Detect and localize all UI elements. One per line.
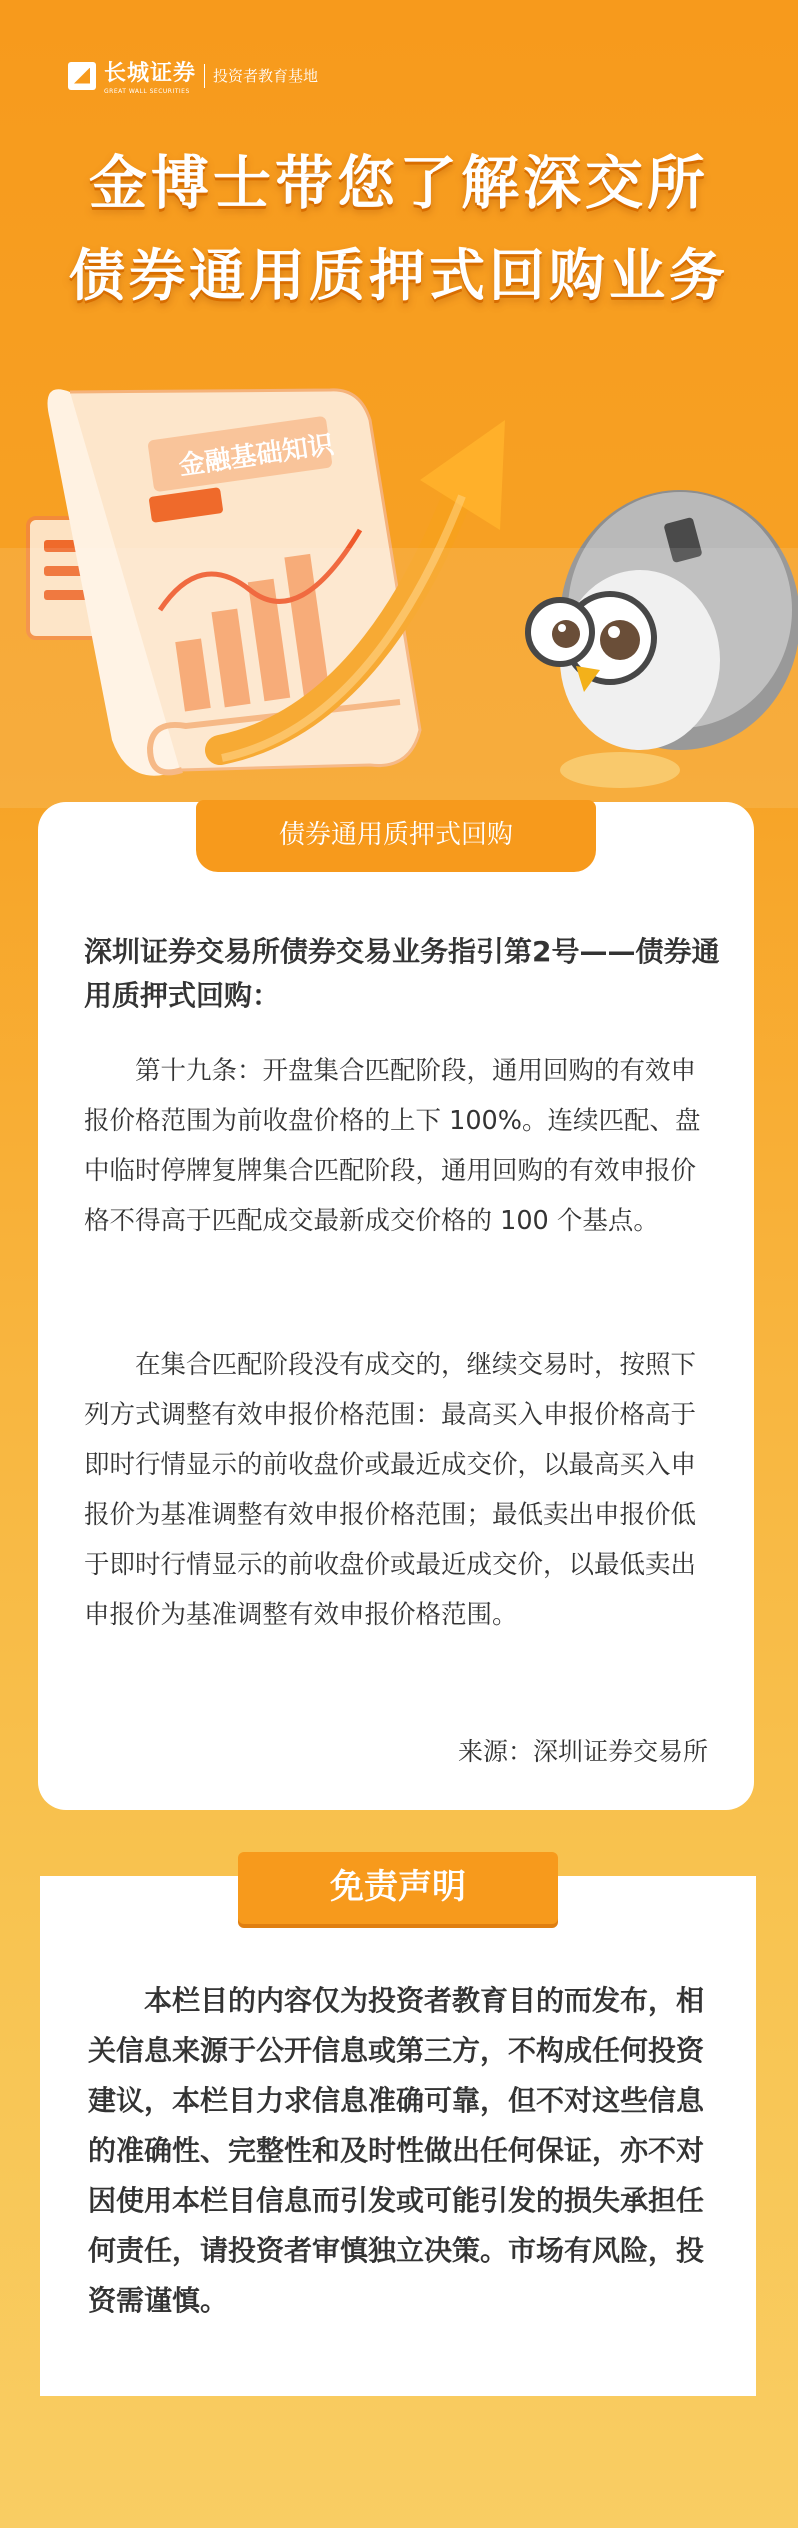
section-tab: 债券通用质押式回购 xyxy=(196,800,596,872)
page-title-line-2: 债券通用质押式回购业务 xyxy=(69,244,729,309)
logo-divider xyxy=(204,64,205,88)
brand-logo xyxy=(68,56,318,95)
content-card xyxy=(38,802,754,1810)
scroll-label: 金融基础知识 xyxy=(177,430,336,482)
brand-name: 长城证券 xyxy=(104,60,197,86)
page-title-line-1: 金博士带您了解深交所 xyxy=(88,149,709,217)
brand-english-name: GREAT WALL SECURITIES xyxy=(104,88,190,95)
hero-illustration xyxy=(0,370,798,820)
rule-title: 深圳证券交易所债券交易业务指引第2号——债券通用质押式回购： xyxy=(84,935,720,1012)
brand-name-block xyxy=(104,56,196,95)
source-note: 来源：深圳证券交易所 xyxy=(457,1737,708,1766)
disclaimer-tab: 免责声明 xyxy=(238,1852,558,1924)
disclaimer-card xyxy=(40,1867,756,2396)
brand-mark-icon xyxy=(68,62,96,90)
disclaimer-text: 本栏目的内容仅为投资者教育目的而发布，相关信息来源于公开信息或第三方，不构成任何投资建议，本栏目力求信息准确可靠，但不对这些信息的准确性、完整性和及时性做出任何保证，亦不对因使用本栏目信息而引发或可能引发的损失承担任何责任，请投资者审慎独立决策。市场有风险，投资需谨慎。 xyxy=(88,1984,705,2317)
hero-background-band xyxy=(0,548,798,808)
brand-tagline: 投资者教育基地 xyxy=(213,67,319,85)
rule-paragraph-1: 第十九条：开盘集合匹配阶段，通用回购的有效申报价格范围为前收盘价格的上下 100%。连续匹配、盘中临时停牌复牌集合匹配阶段，通用回购的有效申报价格不得高于匹配成交最新成交价格的 100 个基点。 xyxy=(84,1056,701,1236)
rule-paragraph-2: 在集合匹配阶段没有成交的，继续交易时，按照下列方式调整有效申报价格范围：最高买入申报价格高于即时行情显示的前收盘价或最近成交价，以最高买入申报价为基准调整有效申报价格范围；最低卖出申报价低于即时行情显示的前收盘价或最近成交价，以最低卖出申报价为基准调整有效申报价格范围。 xyxy=(84,1350,697,1630)
